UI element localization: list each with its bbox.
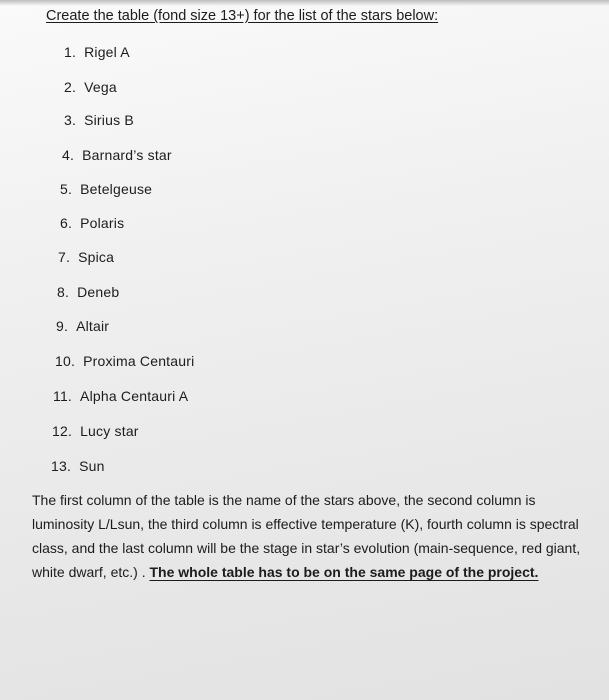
list-item-number: 2. [64, 79, 77, 95]
list-item-number: 6. [60, 215, 73, 231]
list-item [60, 181, 152, 197]
list-item [58, 249, 114, 265]
star-name: Barnard’s star [82, 147, 172, 163]
list-item [52, 423, 139, 439]
star-name: Polaris [80, 215, 125, 231]
list-item [55, 353, 194, 369]
list-item [64, 79, 117, 95]
star-name: Sun [79, 458, 105, 474]
list-item-number: 10. [55, 353, 76, 369]
list-item-number: 12. [52, 423, 73, 439]
list-item-number: 1. [64, 44, 77, 60]
paragraph-emphasis: The whole table has to be on the same page of the project. [149, 564, 539, 580]
star-name: Vega [84, 79, 117, 95]
list-item-number: 7. [58, 249, 71, 265]
list-item [60, 215, 124, 231]
list-item-number: 4. [62, 147, 75, 163]
star-name: Alpha Centauri A [80, 388, 189, 404]
list-item-number: 5. [60, 181, 73, 197]
star-name: Sirius B [84, 112, 134, 128]
star-name: Deneb [77, 284, 120, 300]
list-item [62, 147, 172, 163]
list-item [57, 284, 119, 300]
star-name: Spica [78, 249, 115, 265]
paragraph-text: The first column of the table is the name of the stars above, the second column is luminosity L/Lsun, the third column is effective temperature (K), fourth column is spectral class, and the last column will be the stage in star’s evolution (main-sequence, red giant, white dwarf, etc.) . [32, 492, 581, 580]
list-item [53, 388, 188, 404]
list-item-number: 13. [51, 458, 72, 474]
list-item [64, 44, 130, 60]
star-name: Lucy star [80, 423, 139, 439]
star-name: Proxima Centauri [83, 353, 195, 369]
instruction-paragraph [32, 488, 587, 584]
star-name: Rigel A [84, 44, 130, 60]
page-shadow [0, 0, 609, 6]
list-item-number: 8. [57, 284, 70, 300]
list-item [56, 318, 109, 334]
list-item-number: 11. [53, 388, 73, 404]
list-item [51, 458, 105, 474]
list-item [64, 112, 134, 128]
list-item-number: 3. [64, 112, 77, 128]
instruction-heading: Create the table (fond size 13+) for the list of the stars below: [46, 8, 439, 24]
list-item-number: 9. [56, 318, 69, 334]
star-name: Altair [76, 318, 110, 334]
star-name: Betelgeuse [80, 181, 153, 197]
